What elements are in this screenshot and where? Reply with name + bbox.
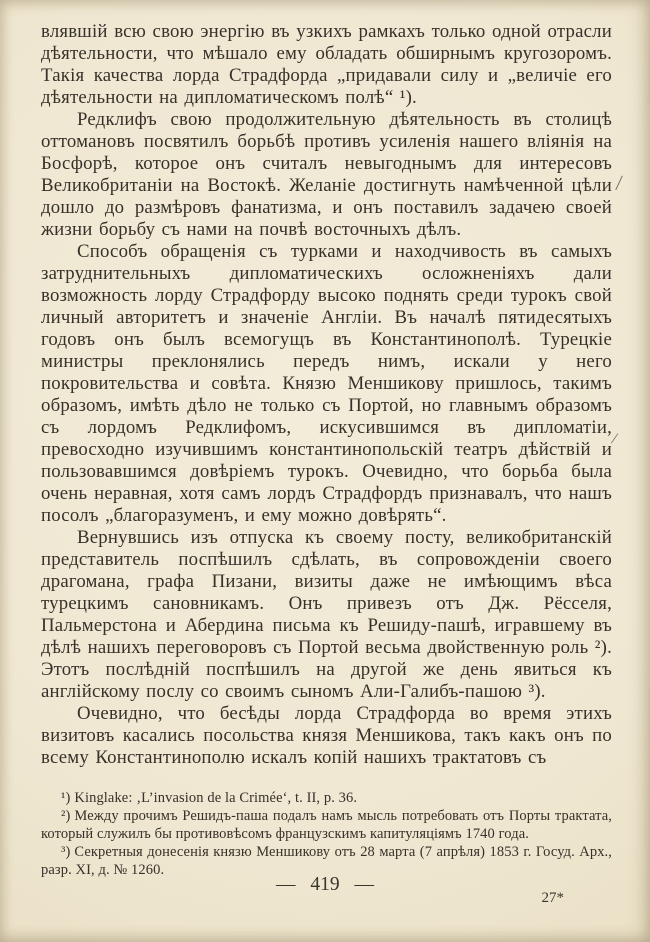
page-footer [0,874,650,924]
footnotes [41,789,612,879]
paragraph: Очевидно, что бесѣды лорда Страдфорда во время этихъ визитовъ касались посольства князя Меншикова, такъ какъ онъ по всему Константинополю искалъ копій нашихъ трактатовъ съ [41,703,612,768]
footnote-marker: ³) [61,844,71,860]
paragraph: влявшій всю свою энергію въ узкихъ рамкахъ только одной отрасли дѣятельности, что мѣшало ему обладать обширнымъ кругозоромъ. Такія качества лорда Страдфорда „придавали силу и „величіе его дѣятельности на дипломатическомъ полѣ“ ¹). [41,21,612,108]
pencil-mark: / [609,428,620,449]
footnote-text: Между прочимъ Решидъ-паша подалъ намъ мысль потребовать отъ Порты трактата, который служилъ бы противовѣсомъ французскимъ капитуляціямъ 1740 года. [41,808,612,842]
footnote-text: Kinglake: ‚L’invasion de la Crimée‘, t. II, p. 36. [74,790,358,806]
main-text [41,21,612,769]
paragraph: Редклифъ свою продолжительную дѣятельность въ столицѣ оттомановъ посвятилъ борьбѣ противъ усиленія нашего вліянія на Босфорѣ, которое онъ считалъ невыгоднымъ для интересовъ Великобританіи на Востокѣ. Желаніе достигнуть намѣченной цѣли дошло до размѣровъ фанатизма, и онъ поставилъ задачею своей жизни борьбу съ нами на почвѣ восточныхъ дѣлъ. [41,109,612,240]
page-number: — 419 — [276,874,374,895]
footnote [41,807,612,843]
footnote [41,789,612,807]
signature-mark: 27* [541,890,564,906]
pencil-mark: / [614,169,624,196]
footnote-marker: ¹) [61,790,71,806]
paragraph: Способъ обращенія съ турками и находчивость въ самыхъ затруднительныхъ дипломатическихъ осложненіяхъ дали возможность лорду Страдфорду высоко поднять среди турокъ свой личный авторитетъ и значеніе Англіи. Въ началѣ пятидесятыхъ годовъ онъ былъ всемогущъ въ Константинополѣ. Турецкіе министры преклонялись передъ нимъ, искали у него покровительства и совѣта. Князю Меншикову пришлось, такимъ образомъ, имѣть дѣло не только съ Портой, но главнымъ образомъ съ лордомъ Редклифомъ, искусившимся въ дипломатіи, превосходно изучившимъ константинопольскій театръ дѣйствій и пользовавшимся довѣріемъ турокъ. Очевидно, что борьба была очень неравная, хотя самъ лордъ Страдфордъ признавалъ, что нашъ посолъ „благоразуменъ, и ему можно довѣрять“. [41,241,612,526]
footnote-marker: ²) [61,808,71,824]
paragraph: Вернувшись изъ отпуска къ своему посту, великобританскій представитель поспѣшилъ сдѣлать, въ сопровожденіи своего драгомана, графа Пизани, визиты даже не имѣющимъ вѣса турецкимъ сановникамъ. Онъ привезъ отъ Дж. Рёсселя, Пальмерстона и Абердина письма къ Решиду-пашѣ, игравшему въ дѣлѣ нашихъ переговоровъ съ Портой весьма двойственную роль ²). Этотъ послѣдній поспѣшилъ на другой же день явиться къ англійскому послу со своимъ сыномъ Али-Галибъ-пашою ³). [41,527,612,702]
footnote-text: Секретныя донесенія князю Меншикову отъ 28 марта (7 апрѣля) 1853 г. Госуд. Арх., разр. XI, д. № 1260. [41,844,612,878]
